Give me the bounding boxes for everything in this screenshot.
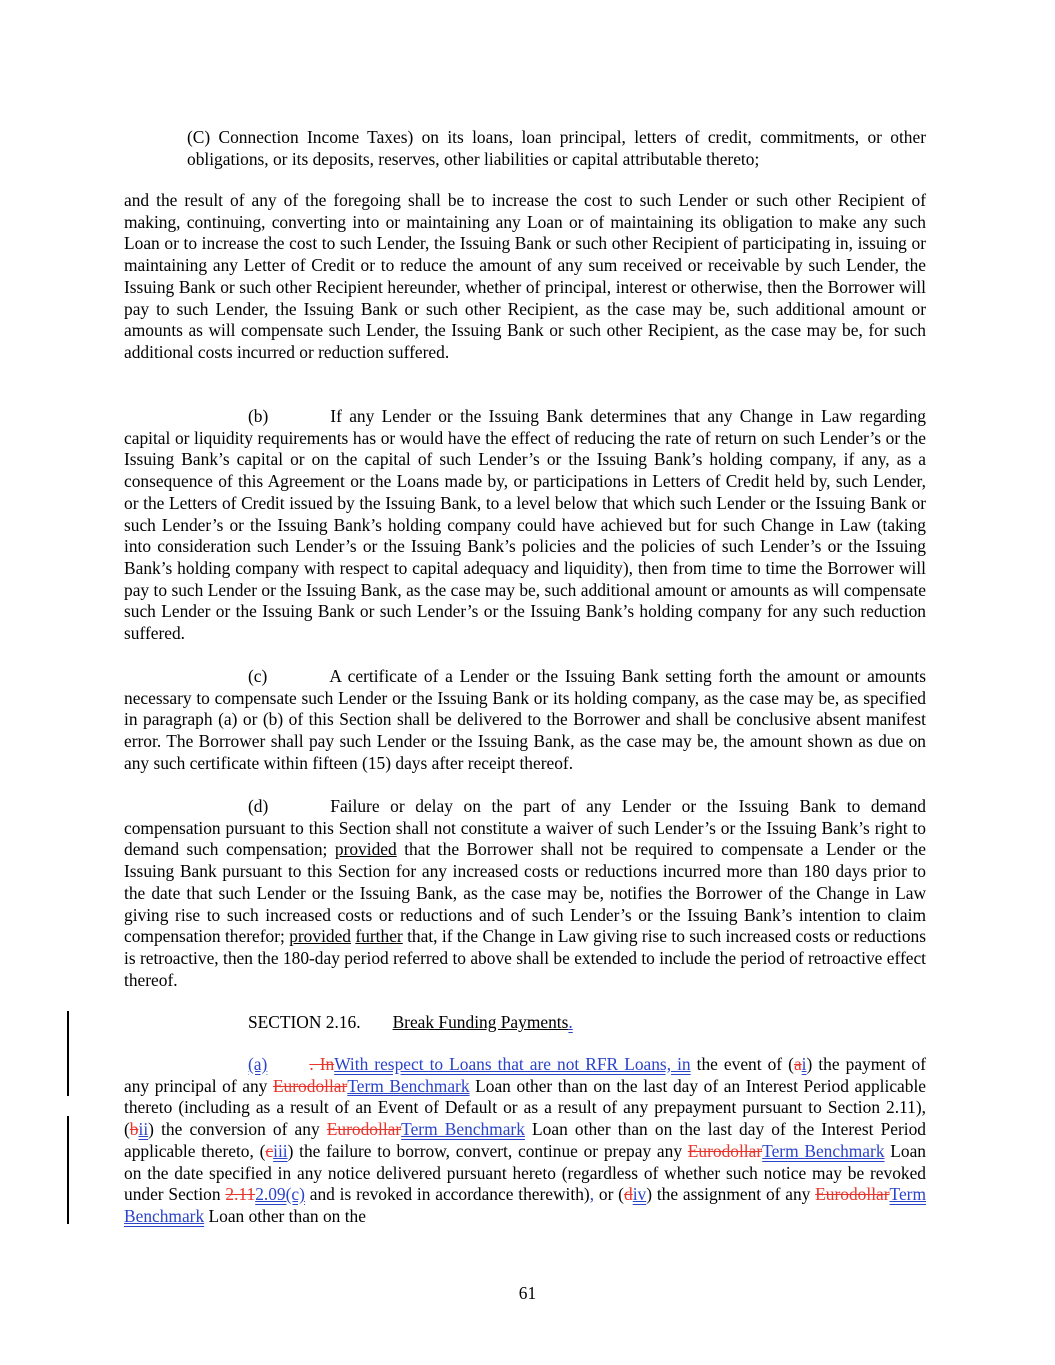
deleted-marker-b: b <box>129 1119 139 1140</box>
inserted-term-benchmark: Term Benchmark <box>401 1119 525 1140</box>
inserted-term-benchmark: Term Benchmark <box>762 1140 885 1161</box>
deleted-marker-d: d <box>623 1184 633 1205</box>
deleted-eurodollar: Eurodollar <box>272 1075 348 1096</box>
paragraph-b <box>124 406 926 645</box>
deleted-eurodollar: Eurodollar <box>687 1140 763 1161</box>
inserted-marker-iv: iv <box>632 1184 647 1205</box>
further-term: further <box>355 926 403 947</box>
inserted-term-benchmark: Term Benchmark <box>347 1075 470 1096</box>
paragraph-c-text: A certificate of a Lender or the Issuing Bank setting forth the amount or amounts necessary to compensate such Lender or the Issuing Bank or its holding company, as the case may be, as specified in paragraph (a) or (b) of this Section shall be delivered to the Borrower and shall be conclusive absent manifest error. The Borrower shall pay such Lender or the Issuing Bank, as the case may be, the amount shown as due on any such certificate within fifteen (15) days after receipt thereof. <box>124 666 926 773</box>
section-title: Break Funding Payments <box>392 1012 569 1032</box>
page-number: 61 <box>518 1283 537 1303</box>
inserted-marker-ii: ii <box>138 1119 149 1140</box>
paragraph-a-text: Loan other than on the last day of an Interest Period applicable thereto (including as a result of an Event of Default or as a result of any prepayment pursuant to Section 2.11), ( <box>124 1075 927 1140</box>
inserted-marker-iii: iii <box>273 1140 288 1161</box>
provided-term-1: provided <box>334 839 397 860</box>
paragraph-c <box>124 666 926 775</box>
paragraph-d-text-2: that the Borrower shall not be required to compensate a Lender or the Issuing Bank pursuant to this Section for any increased costs or reductions incurred more than 180 days prior to the date that such Lender or the Issuing Bank, as the case may be, notifies the Borrower of the Change in Law giving rise to such increased costs or reductions and of such Lender’s or the Issuing Bank’s intention to claim compensation therefor; <box>124 839 926 947</box>
paragraph-a-text: Loan other than on the last day of the Interest Period applicable thereto, ( <box>124 1119 926 1161</box>
paragraph-c-label: (c) <box>248 666 268 686</box>
deleted-eurodollar: Eurodollar <box>326 1119 402 1140</box>
paragraph-a-text: the event of ( <box>690 1054 794 1074</box>
deleted-in: . In <box>309 1054 335 1074</box>
inserted-with-respect: With respect to Loans that are not RFR Loans, in <box>334 1054 691 1074</box>
paragraph-d <box>124 796 926 991</box>
paragraph-a-label: (a) <box>248 1054 268 1074</box>
paragraph-a-text: Loan on the date specified in any notice delivered pursuant hereto (regardless of whether such notice may be revoked under Section <box>124 1140 926 1205</box>
deleted-marker-a: a <box>793 1054 802 1074</box>
inserted-marker-i: i <box>801 1054 807 1074</box>
paragraph-a <box>124 1054 926 1228</box>
inserted-comma: , <box>589 1184 595 1205</box>
section-title-insertion: . <box>568 1012 573 1032</box>
inserted-section-ref: 2.09(c) <box>255 1184 305 1205</box>
provided-term-2: provided <box>289 926 352 947</box>
deleted-section-ref: 2.11 <box>225 1184 256 1205</box>
change-bar-paragraph-a-bottom <box>67 1116 69 1224</box>
paragraph-a-text: or ( <box>594 1184 624 1205</box>
result-paragraph: and the result of any of the foregoing shall be to increase the cost to such Lender or such other Recipient of making, continuing, converting into or maintaining any Loan or of maintaining its obligation to make any such Loan or to increase the cost to such Lender, the Issuing Bank or such other Recipient of participating in, issuing or maintaining any Letter of Credit or to reduce the amount of any sum received or receivable by such Lender, the Issuing Bank or such other Recipient hereunder, whether of principal, interest or otherwise, then the Borrower will pay to such Lender, the Issuing Bank or such other Recipient, as the case may be, such additional amount or amounts as will compensate such Lender, the Issuing Bank or such other Recipient, as the case may be, for such additional costs incurred or reduction suffered. <box>124 190 926 362</box>
section-2-16-heading <box>124 1012 926 1034</box>
paragraph-d-text-1: Failure or delay on the part of any Lender or the Issuing Bank to demand compensation pursuant to this Section shall not constitute a waiver of such Lender’s or the Issuing Bank’s right to demand such compensation; <box>124 796 926 860</box>
paragraph-a-text: ) the conversion of any <box>148 1119 327 1140</box>
paragraph-a-text: Loan other than on the <box>204 1205 366 1226</box>
paragraph-a-text: ) the failure to borrow, convert, continue or prepay any <box>287 1140 688 1161</box>
section-number: SECTION 2.16. <box>248 1012 361 1032</box>
inserted-term-benchmark: Term Benchmark <box>124 1184 926 1226</box>
deleted-marker-c: c <box>265 1140 274 1161</box>
paragraph-a-text: ) the payment of any principal of any <box>124 1054 927 1096</box>
deleted-eurodollar: Eurodollar <box>815 1184 890 1205</box>
paragraph-d-text-3: that, if the Change in Law giving rise to such increased costs or reductions is retroactive, then the 180-day period referred to above shall be extended to include the period of retroactive effect thereof. <box>124 926 926 990</box>
change-bar-paragraph-a-top <box>67 1022 69 1096</box>
paragraph-a-text: ) the assignment of any <box>646 1184 816 1205</box>
clause-c-paragraph: (C) Connection Income Taxes) on its loans, loan principal, letters of credit, commitments, or other obligations, or its deposits, reserves, other liabilities or capital attributable thereto; <box>187 127 926 169</box>
paragraph-d-label: (d) <box>248 796 269 816</box>
paragraph-a-text: and is revoked in accordance therewith) <box>304 1184 590 1205</box>
paragraph-b-text: If any Lender or the Issuing Bank determines that any Change in Law regarding capital or liquidity requirements has or would have the effect of reducing the rate of return on such Lender’s or the Issuing Bank’s capital or on the capital of such Lender’s or the Issuing Bank’s holding company, if any, as a consequence of this Agreement or the Loans made by, or participations in Letters of Credit held by, such Lender, or the Letters of Credit issued by the Issuing Bank, to a level below that which such Lender or the Issuing Bank or such Lender’s or the Issuing Bank’s holding company could have achieved but for such Change in Law (taking into consideration such Lender’s or the Issuing Bank’s policies and the policies of such Lender’s or the Issuing Bank’s holding company with respect to capital adequacy and liquidity), then from time to time the Borrower will pay to such Lender or the Issuing Bank, as the case may be, such additional amount or amounts as will compensate such Lender or the Issuing Bank or such Lender’s or the Issuing Bank’s holding company for any such reduction suffered. <box>124 406 926 644</box>
paragraph-b-label: (b) <box>248 406 269 426</box>
